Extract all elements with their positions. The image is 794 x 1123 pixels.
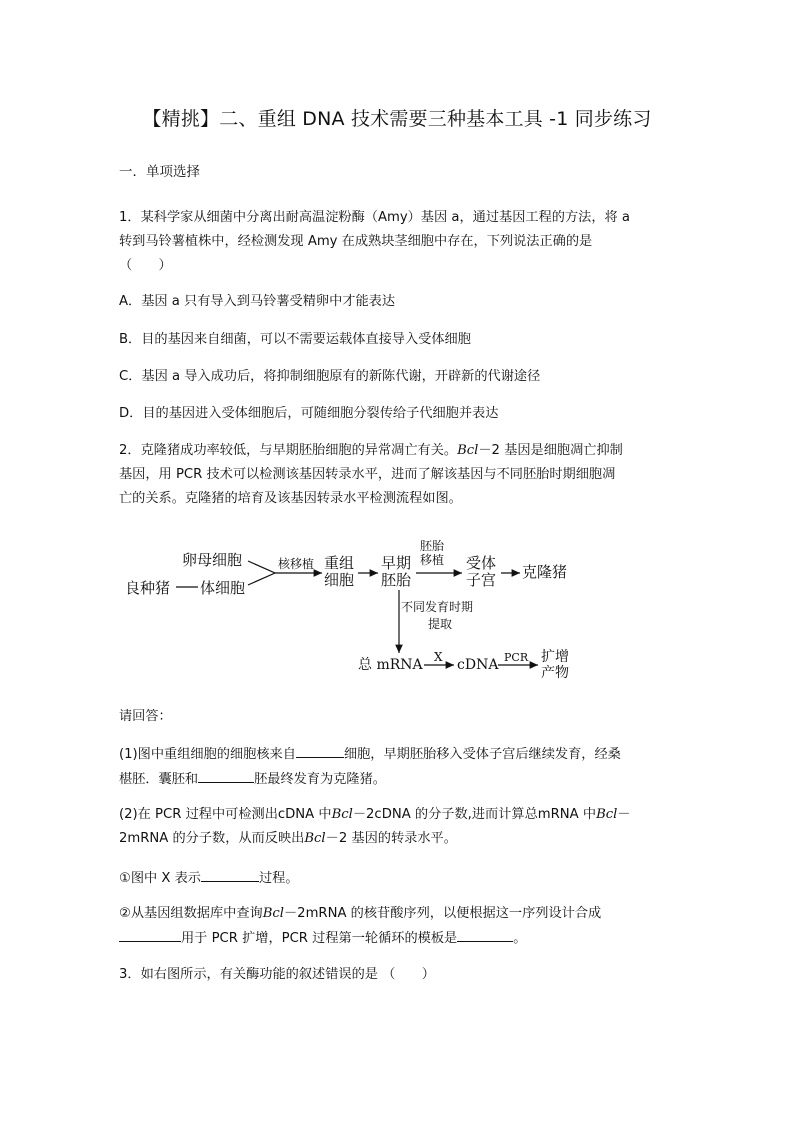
subquestion-4 bbox=[119, 902, 679, 951]
question-1-option-d bbox=[119, 402, 679, 426]
question-1 bbox=[119, 206, 679, 278]
gene-name: Bcl bbox=[596, 807, 618, 822]
subquestion-1-line-2 bbox=[119, 767, 679, 792]
cdna-label: cDNA bbox=[457, 657, 499, 673]
body-cell-label: 体细胞 bbox=[200, 579, 246, 597]
gene-name: Bcl bbox=[457, 443, 479, 458]
recombinant-cell-label-2: 细胞 bbox=[324, 571, 355, 589]
page-title: 【精挑】二、重组 DNA 技术需要三种基本工具 -1 同步练习 bbox=[142, 108, 652, 130]
cloned-pig-label: 克隆猪 bbox=[522, 563, 568, 581]
section-heading: 一．单项选择 bbox=[119, 164, 200, 180]
good-pig-label: 良种猪 bbox=[125, 579, 171, 597]
question-2-line-1 bbox=[119, 439, 679, 463]
subquestion-3-line bbox=[119, 866, 679, 891]
question-3-text: 3．如右图所示，有关酶功能的叙述错误的是 （ ） bbox=[119, 967, 435, 982]
question-1-line-3: （ ） bbox=[119, 258, 172, 273]
total-mrna-label: 总 mRNA bbox=[358, 657, 423, 673]
subquestion-2 bbox=[119, 803, 679, 851]
answer-blank-3[interactable] bbox=[201, 866, 259, 882]
question-3 bbox=[119, 963, 679, 987]
subquestion-3-text-a: ①图中 X 表示 bbox=[119, 871, 201, 886]
subquestion-1-text-d: 胚最终发育为克隆猪。 bbox=[254, 772, 386, 787]
question-2-line-3: 亡的关系。克隆猪的培育及该基因转录水平检测流程如图。 bbox=[119, 491, 462, 506]
recombinant-cell-label-1: 重组 bbox=[324, 554, 355, 572]
subquestion-1 bbox=[119, 742, 679, 792]
development-stage-label: 不同发育时期 bbox=[401, 600, 474, 614]
answer-blank-1[interactable] bbox=[296, 742, 344, 758]
subquestion-1-text-a: (1)图中重组细胞的细胞核来自 bbox=[119, 747, 296, 762]
subquestion-2-text-b: －2cDNA 的分子数,进而计算总mRNA 中 bbox=[352, 807, 597, 822]
question-2-intro-end: －2 基因是细胞凋亡抑制 bbox=[478, 443, 623, 458]
early-embryo-label-1: 早期 bbox=[381, 554, 412, 572]
subquestion-1-line-1 bbox=[119, 742, 679, 767]
answer-prompt-text: 请回答： bbox=[119, 709, 172, 724]
subquestion-2-text-a: (2)在 PCR 过程中可检测出cDNA 中 bbox=[119, 807, 332, 822]
subquestion-4-text-c: 用于 PCR 扩增，PCR 过程第一轮循环的模板是 bbox=[181, 931, 458, 946]
option-a-text: A．基因 a 只有导入到马铃薯受精卵中才能表达 bbox=[119, 294, 396, 309]
subquestion-2-text-e: －2 基因的转录水平。 bbox=[325, 831, 457, 846]
answer-prompt bbox=[119, 705, 679, 729]
question-1-line-2: 转到马铃薯植株中，经检测发现 Amy 在成熟块茎细胞中存在，下列说法正确的是 bbox=[119, 234, 593, 249]
question-1-option-b bbox=[119, 328, 679, 352]
subquestion-4-text-d: 。 bbox=[513, 931, 527, 946]
subquestion-1-text-b: 细胞，早期胚胎移入受体子宫后继续发育，经桑 bbox=[343, 747, 621, 762]
question-1-option-c bbox=[119, 365, 679, 389]
subquestion-1-text-c: 椹胚．囊胚和 bbox=[119, 772, 199, 787]
subquestion-3 bbox=[119, 866, 679, 891]
product-label-1: 扩增 bbox=[541, 649, 569, 665]
early-embryo-label-2: 胚胎 bbox=[381, 571, 412, 589]
option-c-text: C．基因 a 导入成功后，将抑制细胞原有的新陈代谢，开辟新的代谢途径 bbox=[119, 369, 541, 384]
option-b-text: B．目的基因来自细菌，可以不需要运载体直接导入受体细胞 bbox=[119, 332, 471, 347]
product-label-2: 产物 bbox=[541, 665, 569, 681]
merge-lines bbox=[248, 561, 275, 585]
subquestion-2-text-c: － bbox=[617, 807, 631, 822]
subquestion-4-line-2 bbox=[119, 926, 679, 951]
subquestion-2-line-2 bbox=[119, 827, 679, 851]
question-2 bbox=[119, 439, 679, 511]
recipient-uterus-label-2: 子宫 bbox=[466, 571, 497, 589]
question-1-option-a bbox=[119, 290, 679, 314]
gene-name: Bcl bbox=[262, 906, 284, 921]
subquestion-2-text-d: 2mRNA 的分子数，从而反映出 bbox=[119, 831, 305, 846]
nuclear-transfer-label: 核移植 bbox=[278, 557, 315, 571]
subquestion-4-text-a: ②从基因组数据库中查询 bbox=[119, 906, 263, 921]
embryo-transfer-label-2: 移植 bbox=[420, 553, 445, 567]
embryo-transfer-label-1: 胚胎 bbox=[420, 539, 445, 553]
gene-name: Bcl bbox=[331, 807, 353, 822]
recipient-uterus-label-1: 受体 bbox=[466, 554, 497, 572]
answer-blank-4[interactable] bbox=[119, 926, 181, 942]
subquestion-3-text-b: 过程。 bbox=[259, 871, 299, 886]
subquestion-4-text-b: －2mRNA 的核苷酸序列，以便根据这一序列设计合成 bbox=[284, 906, 602, 921]
question-2-line-2: 基因，用 PCR 技术可以检测该基因转录水平，进而了解该基因与不同胚胎时期细胞凋 bbox=[119, 467, 616, 482]
question-2-intro: 2．克隆猪成功率较低，与早期胚胎细胞的异常凋亡有关。 bbox=[119, 443, 458, 458]
extract-label: 提取 bbox=[428, 617, 453, 631]
subquestion-4-line-1 bbox=[119, 902, 679, 926]
option-d-text: D．目的基因进入受体细胞后，可随细胞分裂传给子代细胞并表达 bbox=[119, 406, 499, 421]
pcr-label: PCR bbox=[504, 651, 529, 664]
egg-cell-label: 卵母细胞 bbox=[182, 551, 243, 569]
x-process-label: X bbox=[434, 650, 443, 664]
gene-name: Bcl bbox=[304, 831, 326, 846]
question-1-line-1: 1．某科学家从细菌中分离出耐高温淀粉酶（Amy）基因 a，通过基因工程的方法，将 a bbox=[119, 210, 630, 225]
cloning-flow-diagram bbox=[110, 535, 590, 685]
answer-blank-2[interactable] bbox=[198, 767, 254, 783]
answer-blank-5[interactable] bbox=[457, 926, 513, 942]
subquestion-2-line-1 bbox=[119, 803, 679, 827]
